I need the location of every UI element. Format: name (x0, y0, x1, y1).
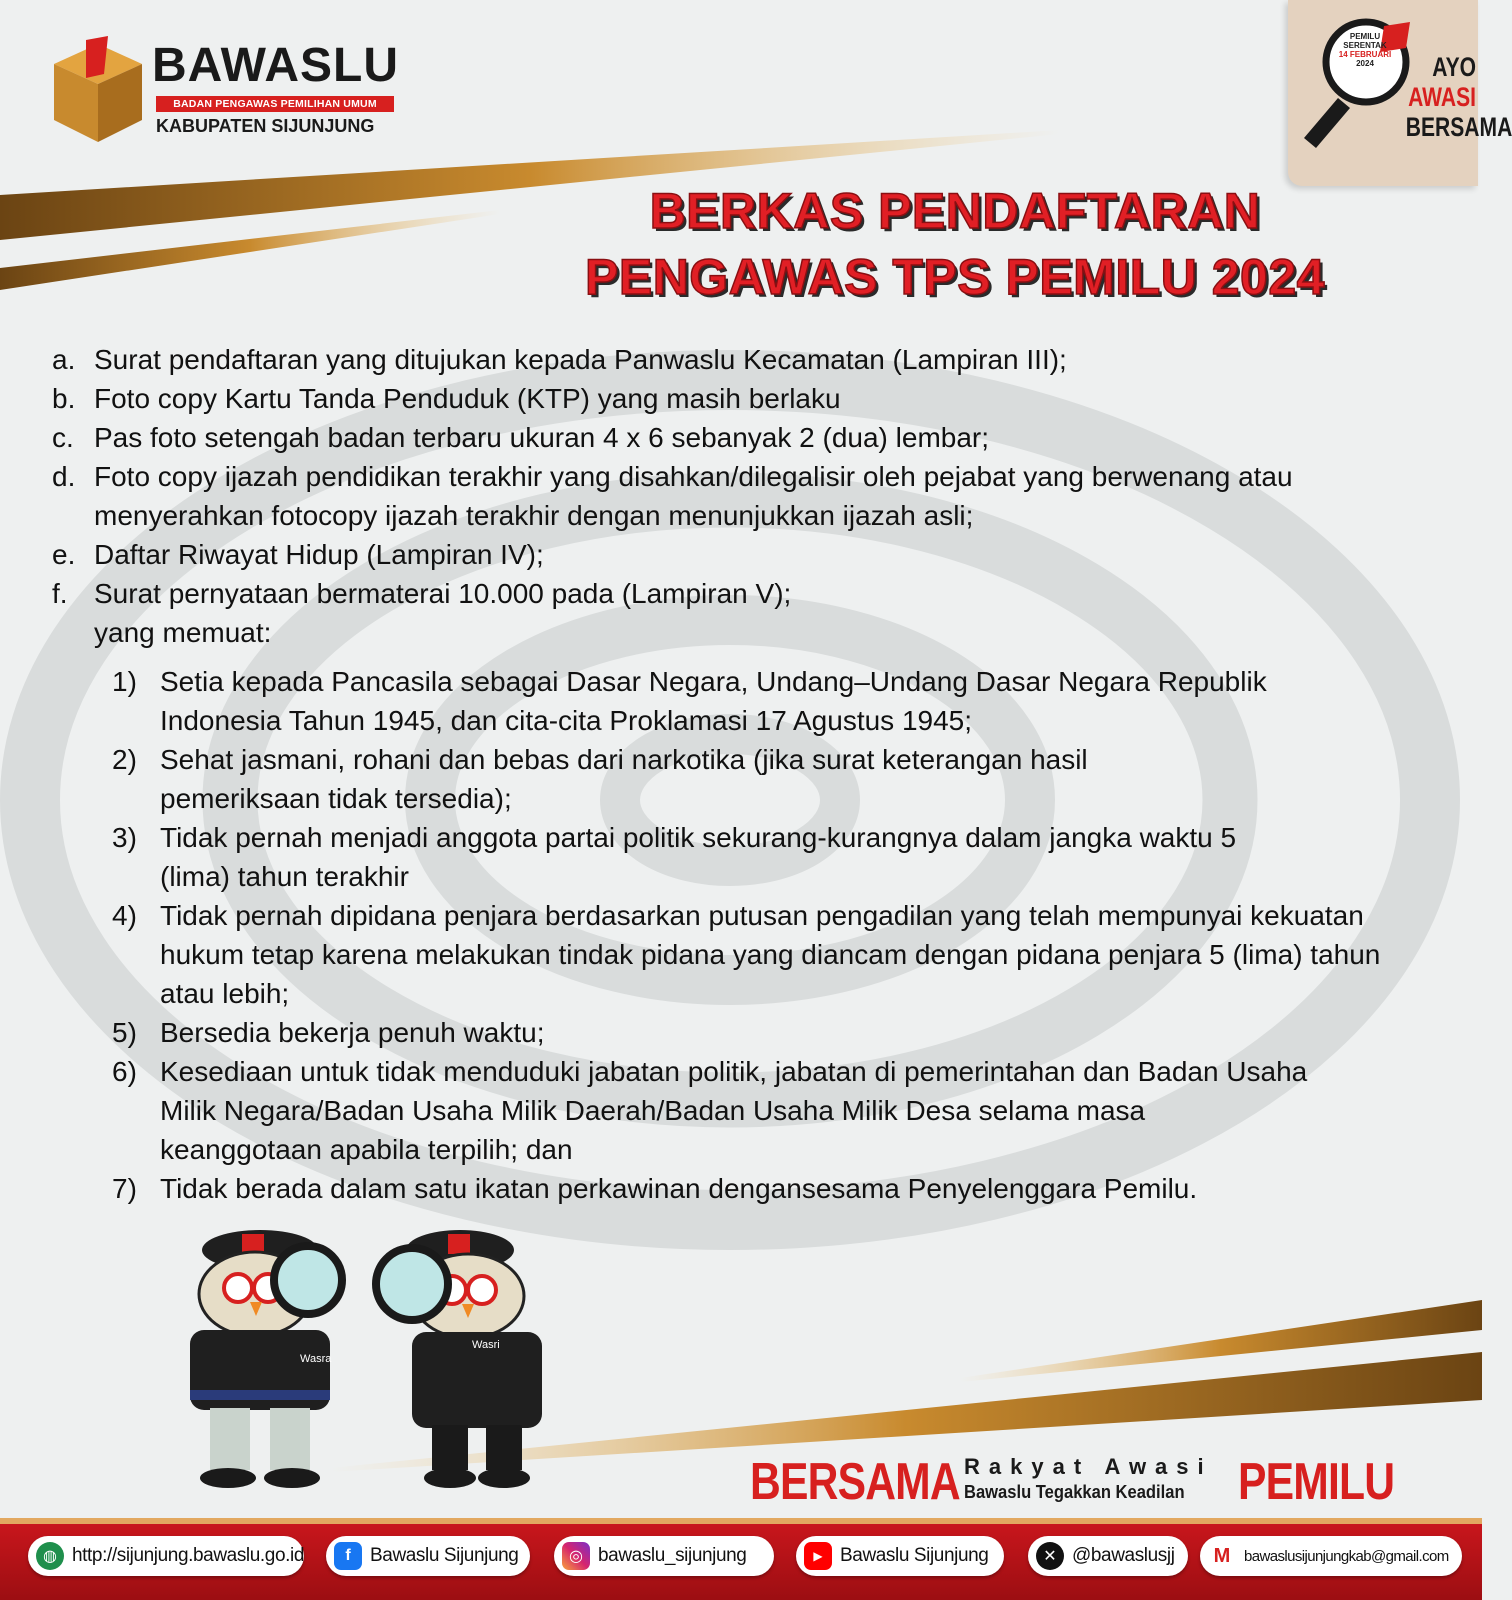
slogan-bersama: BERSAMA (750, 1453, 960, 1511)
brand-name: BAWASLU (152, 39, 399, 92)
youtube-link[interactable]: ▶ Bawaslu Sijunjung (796, 1536, 1004, 1576)
globe-icon: ◍ (36, 1542, 64, 1570)
requirement-item: b. Foto copy Kartu Tanda Penduduk (KTP) yang masih berlaku (52, 383, 841, 414)
slogan-tegakkan-keadilan: Bawaslu Tegakkan Keadilan (964, 1482, 1185, 1502)
instagram-icon: ◎ (562, 1542, 590, 1570)
ayo-awasi-badge (1288, 0, 1512, 186)
mail-icon: M (1208, 1542, 1236, 1570)
slogan-rakyat-awasi: Rakyat Awasi (964, 1454, 1213, 1479)
svg-text:Wasra: Wasra (300, 1353, 332, 1365)
instagram-link[interactable]: ◎ bawaslu_sijunjung (554, 1536, 774, 1576)
statement-item: 7) Tidak berada dalam satu ikatan perkawinan dengansesama Penyelenggara Pemilu. (112, 1173, 1198, 1204)
statement-item: 2) Sehat jasmani, rohani dan bebas dari narkotika (jika surat keterangan hasil pemeriksaan tidak tersedia); (112, 744, 1088, 814)
requirement-item: a. Surat pendaftaran yang ditujukan kepada Panwaslu Kecamatan (Lampiran III); (52, 344, 1067, 375)
contact-bar (0, 1518, 1482, 1600)
svg-text:Wasri: Wasri (472, 1339, 500, 1351)
brand-subtitle: BADAN PENGAWAS PEMILIHAN UMUM (156, 96, 394, 112)
requirement-item: d. Foto copy ijazah pendidikan terakhir yang disahkan/dilegalisir oleh pejabat yang berwenang atau menyerahkan fotocopy ijazah terakhir dengan menunjukkan ijazah asli; (52, 461, 1293, 531)
youtube-icon: ▶ (804, 1542, 832, 1570)
email-link[interactable]: M bawaslusijunjungkab@gmail.com (1200, 1536, 1462, 1576)
statement-item: 4) Tidak pernah dipidana penjara berdasarkan putusan pengadilan yang telah mempunyai kekuatan hukum tetap karena melakukan tindak pidana yang diancam dengan pidana penjara 5 (lima) tahun atau lebih; (112, 900, 1381, 1009)
requirement-item: f. Surat pernyataan bermaterai 10.000 pada (Lampiran V); (52, 578, 792, 609)
sub-list-intro: yang memuat: (94, 617, 272, 648)
x-icon: ✕ (1036, 1542, 1064, 1570)
statement-item: 1) Setia kepada Pancasila sebagai Dasar Negara, Undang–Undang Dasar Negara Republik Indonesia Tahun 1945, dan cita-cita Proklamasi 17 Agustus 1945; (112, 666, 1267, 736)
requirement-item: c. Pas foto setengah badan terbaru ukuran 4 x 6 sebanyak 2 (dua) lembar; (52, 422, 990, 453)
ballot-box-icon (46, 34, 150, 146)
statement-item: 5) Bersedia bekerja penuh waktu; (112, 1017, 545, 1048)
owl-mascot-left (190, 1230, 342, 1488)
brand-region: KABUPATEN SIJUNJUNG (156, 116, 375, 136)
footer-slogan (750, 1450, 1410, 1516)
page-title (540, 178, 1370, 310)
statement-item: 3) Tidak pernah menjadi anggota partai politik sekurang-kurangnya dalam jangka waktu 5 (lima) tahun terakhir (112, 822, 1237, 892)
x-link[interactable]: ✕ @bawaslusjj (1028, 1536, 1188, 1576)
facebook-link[interactable]: f Bawaslu Sijunjung (326, 1536, 530, 1576)
owl-mascots-illustration (150, 1220, 580, 1500)
bawaslu-logo (40, 28, 460, 158)
requirements-list (52, 340, 1452, 1208)
facebook-icon: f (334, 1542, 362, 1570)
owl-mascot-right (376, 1230, 542, 1488)
statement-item: 6) Kesediaan untuk tidak menduduki jabatan politik, jabatan di pemerintahan dan Badan Usaha Milik Negara/Badan Usaha Milik Daerah/Badan Usaha Milik Desa selama masa keanggotaan apabila terpilih; dan (112, 1056, 1308, 1165)
election-date: PEMILU SERENTAK 14 FEBRUARI 2024 (1338, 32, 1392, 68)
slogan-pemilu: PEMILU (1238, 1453, 1395, 1511)
badge-slogan: AYO AWASI BERSAMA (1405, 52, 1512, 142)
title-line-1: BERKAS PENDAFTARAN (649, 183, 1261, 239)
requirement-item: e. Daftar Riwayat Hidup (Lampiran IV); (52, 539, 544, 570)
website-link[interactable]: ◍ http://sijunjung.bawaslu.go.id (28, 1536, 304, 1576)
title-line-2: PENGAWAS TPS PEMILU 2024 (585, 249, 1325, 305)
